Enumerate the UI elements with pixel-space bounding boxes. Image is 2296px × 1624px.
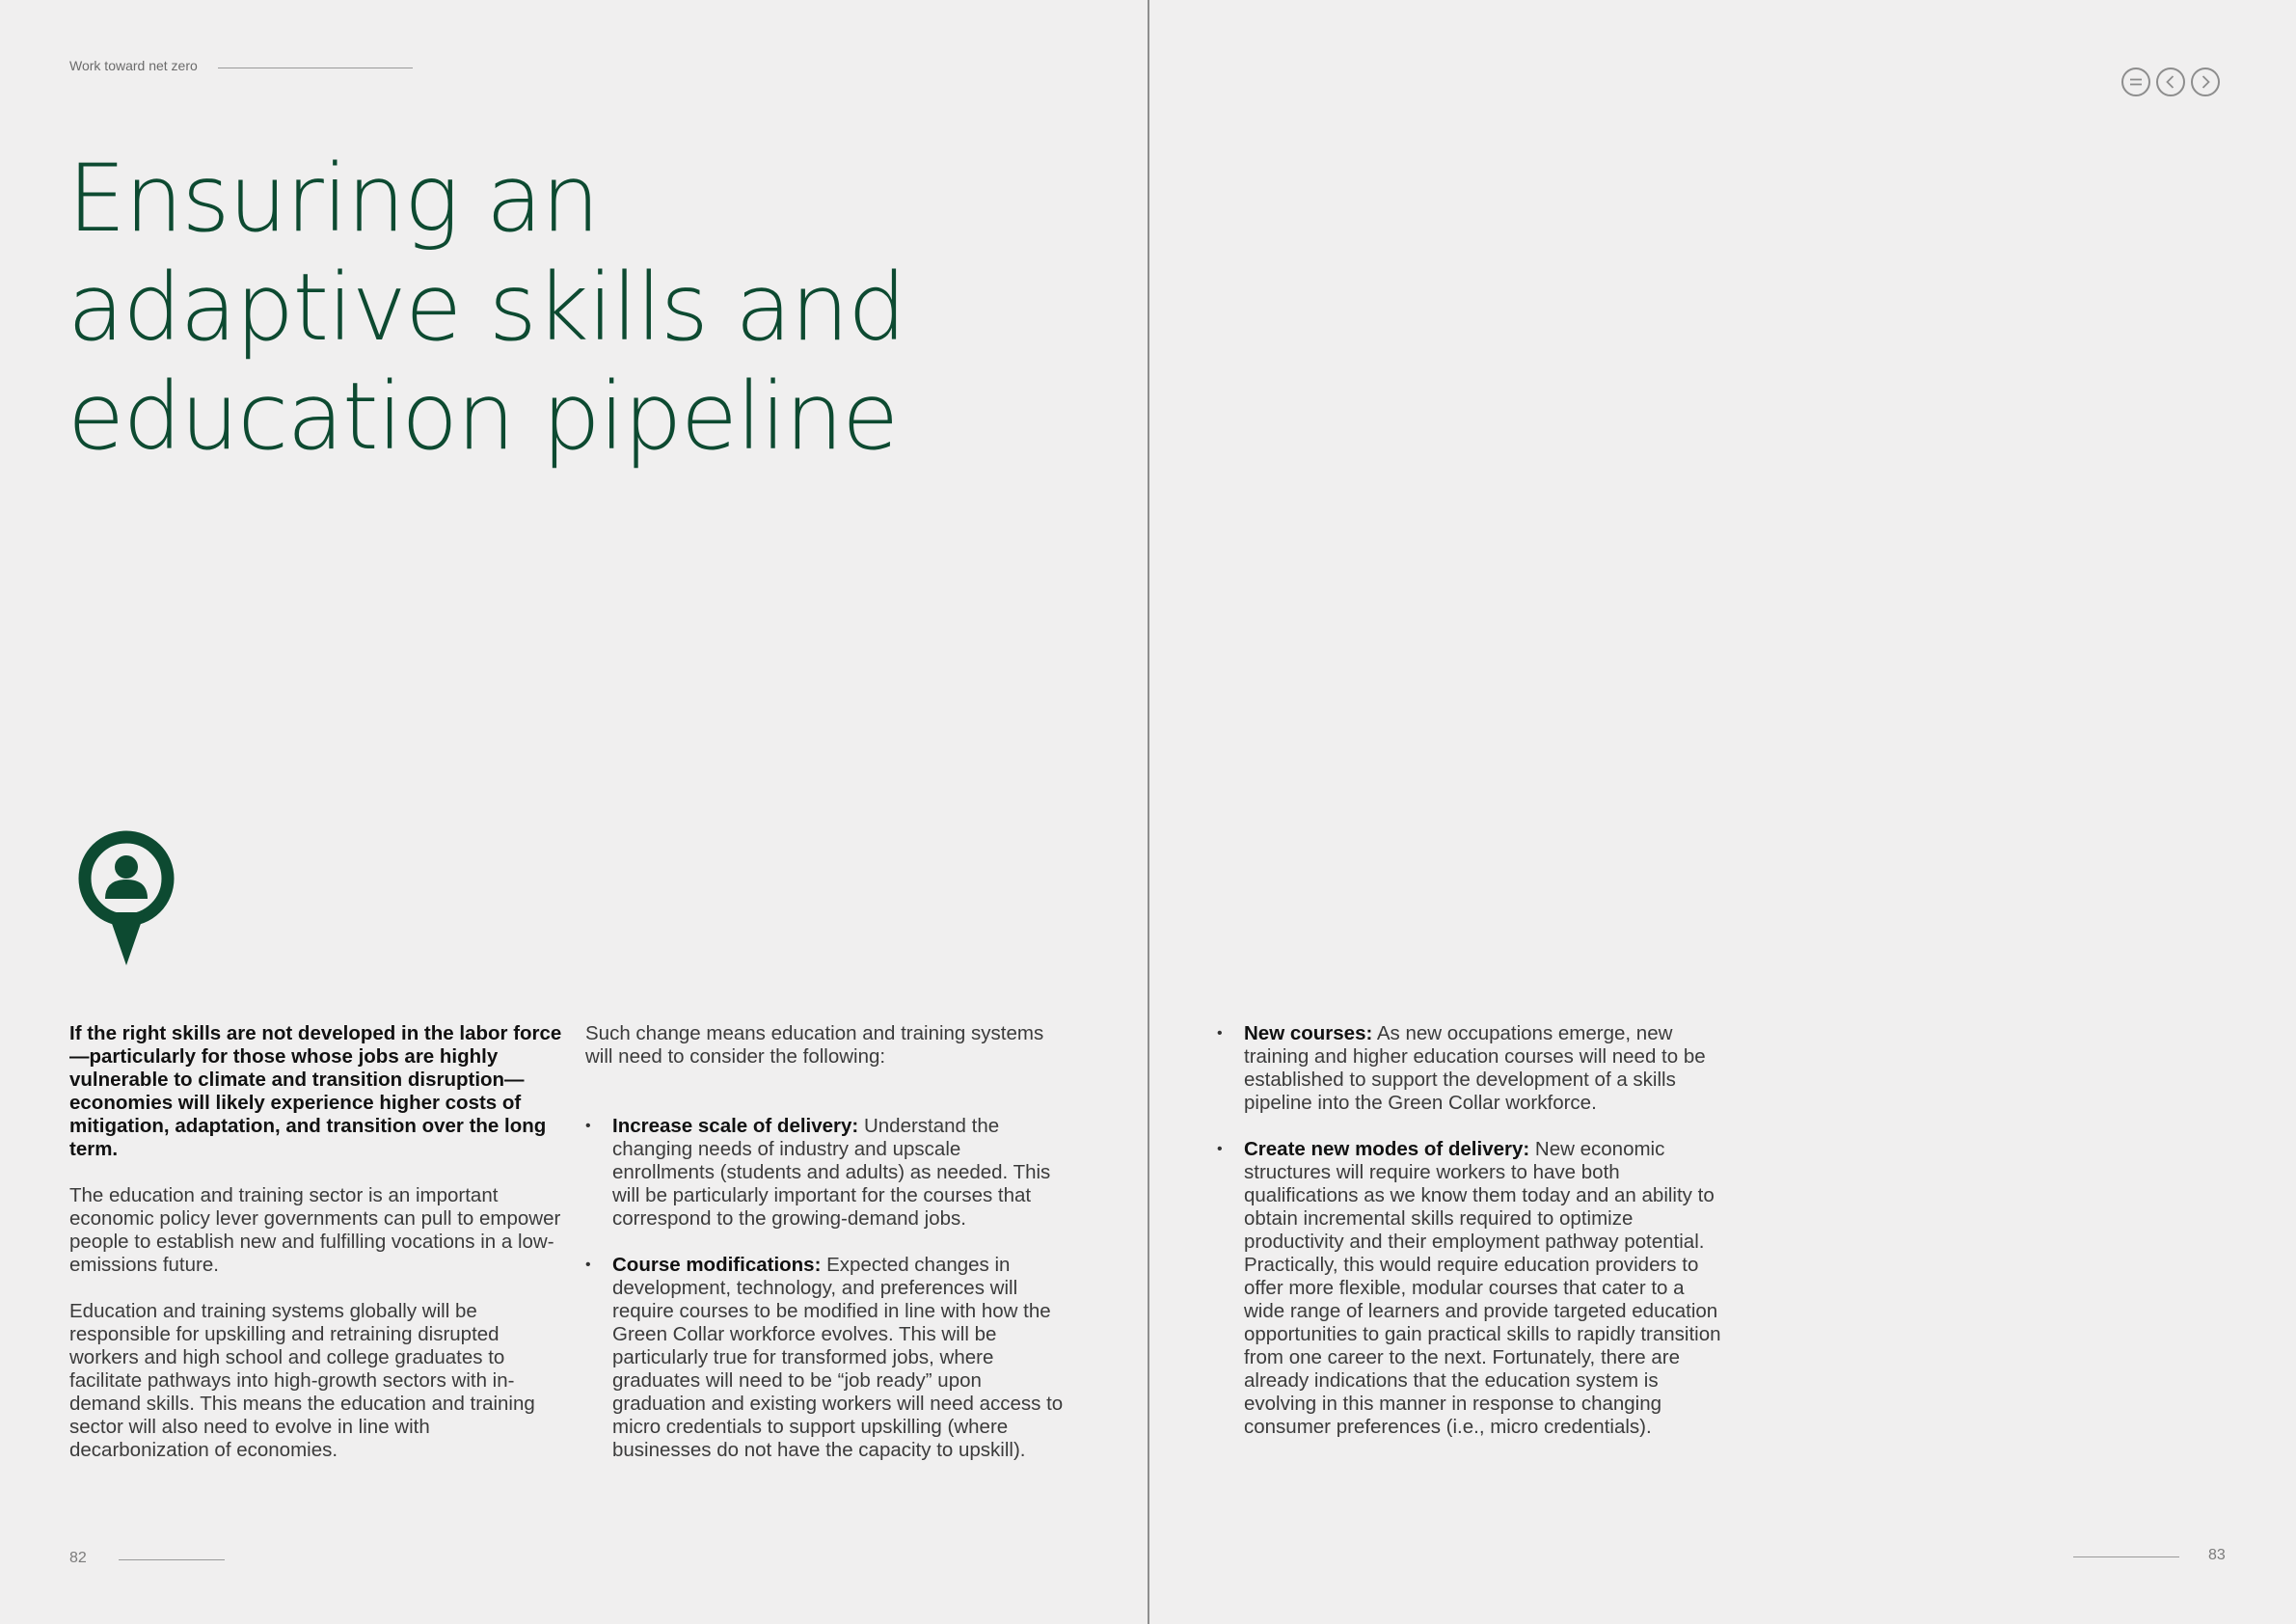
list-item-text: New economic structures will require workers to have both qualifications as we know them today and an ability to obtain incremental skills required to optimize productivity and their employment pathway potential. Practically, this would require education providers to offer more flexible, modular courses that cater to a wide range of learners and provide targeted education opportunities to gain practical skills to rapidly transition from one career to the next. Fortunately, there are already indications that the education system is evolving in this manner in response to changing consumer preferences (i.e., micro credentials). <box>1244 1138 1721 1438</box>
location-person-pin-icon <box>75 827 177 968</box>
middle-text-column <box>585 1022 1067 1485</box>
page-number-left: 82 <box>69 1550 87 1566</box>
list-item-text: Expected changes in development, technology, and preferences will require courses to be modified in line with how the Green Collar workforce evolves. This will be particularly true for transformed jobs, where graduates will need to be “job ready” upon graduation and existing workers will need access to micro credentials to support upskilling (where businesses do not have the capacity to upskill). <box>612 1254 1064 1461</box>
chevron-left-icon <box>2164 74 2177 90</box>
list-item <box>585 1254 1067 1462</box>
body-paragraph: Education and training systems globally will be responsible for upskilling and retraining disrupted workers and high school and college graduates to facilitate pathways into high-growth sectors with in-demand skills. This means the education and training sector will also need to evolve in line with decarbonization of economies. <box>69 1300 535 1461</box>
list-item-heading: Increase scale of delivery: <box>612 1115 859 1137</box>
footer-divider-right <box>2073 1556 2179 1557</box>
lead-paragraph: If the right skills are not developed in the labor force—particularly for those whose jobs are highly vulnerable to climate and transition disruption—economies will likely experience higher costs of mitigation, adaptation, and transition over the long term. <box>69 1022 562 1160</box>
bullet-symbol: • <box>1217 1141 1223 1157</box>
intro-paragraph: Such change means education and training systems will need to consider the following: <box>585 1022 1044 1068</box>
left-text-column <box>69 1022 571 1485</box>
section-label: Work toward net zero <box>69 58 198 73</box>
considerations-list <box>585 1115 1067 1462</box>
title-line: adaptive skills and <box>68 254 905 362</box>
title-line: Ensuring an <box>68 145 599 253</box>
bullet-symbol: • <box>1217 1025 1223 1042</box>
footer-divider-left <box>119 1559 225 1560</box>
body-paragraph: The education and training sector is an important economic policy lever governments can pull to empower people to establish new and fulfilling vocations in a low-emissions future. <box>69 1184 561 1276</box>
list-item <box>1217 1022 1728 1115</box>
bullet-symbol: • <box>585 1257 591 1273</box>
chevron-right-icon <box>2199 74 2212 90</box>
list-item-heading: New courses: <box>1244 1022 1373 1044</box>
list-item <box>585 1115 1067 1231</box>
page-navigation <box>2121 68 2220 96</box>
page-title <box>68 145 935 472</box>
list-item <box>1217 1138 1728 1439</box>
page-number-right: 83 <box>2208 1547 2226 1563</box>
considerations-list-continued <box>1217 1022 1728 1439</box>
menu-button[interactable] <box>2121 68 2150 96</box>
list-item-heading: Create new modes of delivery: <box>1244 1138 1530 1160</box>
title-line: education pipeline <box>68 363 898 471</box>
list-item-text: As new occupations emerge, new training and higher education courses will need to be established to support the development of a skills pipeline into the Green Collar workforce. <box>1244 1022 1706 1114</box>
page-spine-divider <box>1148 0 1149 1624</box>
list-item-heading: Course modifications: <box>612 1254 822 1276</box>
menu-icon <box>2128 76 2144 88</box>
next-page-button[interactable] <box>2191 68 2220 96</box>
right-text-column <box>1217 1022 1728 1462</box>
bullet-symbol: • <box>585 1118 591 1134</box>
previous-page-button[interactable] <box>2156 68 2185 96</box>
list-item-text: Understand the changing needs of industry and upscale enrollments (students and adults) as needed. This will be particularly important for the courses that correspond to the growing-demand jobs. <box>612 1115 1051 1230</box>
